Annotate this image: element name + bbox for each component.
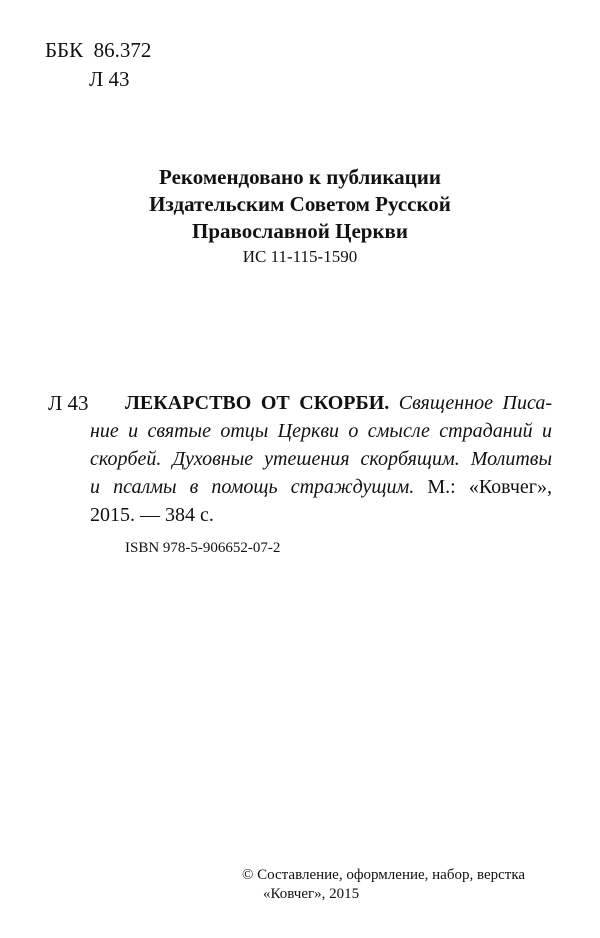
entry-line-1	[125, 389, 552, 417]
copyright-line-1: © Составление, оформление, набор, верстка	[242, 867, 526, 883]
isbn: ISBN 978-5-906652-07-2	[125, 540, 281, 556]
council-code: ИС 11-115-1590	[242, 247, 358, 266]
entry-subtitle-part-3: скорбей. Духовные утешения скорбящим. Молитвы	[90, 448, 552, 470]
entry-subtitle-part-2: ние и святые отцы Церкви о смысле страданий и	[90, 420, 552, 442]
entry-code: Л 43	[48, 391, 89, 415]
bbk-number: 86.372	[93, 38, 152, 62]
entry-subtitle-part-1: Священное Писа-	[398, 392, 552, 414]
entry-subtitle-part-4: и псалмы в помощь страждущим.	[90, 476, 415, 498]
recommendation-line-3: Православной Церкви	[192, 219, 408, 243]
recommendation-line-2: Издательским Советом Русской	[149, 192, 451, 216]
author-mark: Л 43	[89, 67, 130, 91]
entry-imprint-year-pages: 2015. — 384 с.	[90, 504, 214, 526]
entry-title: ЛЕКАРСТВО ОТ СКОРБИ.	[125, 392, 390, 414]
bbk-label: ББК	[45, 38, 84, 62]
bbk-code	[45, 37, 151, 63]
entry-line-4	[90, 473, 552, 501]
recommendation-line-1: Рекомендовано к публикации	[159, 165, 441, 189]
copyright-line-2: «Ковчег», 2015	[263, 886, 360, 902]
entry-imprint-publisher: М.: «Ковчег»,	[427, 476, 552, 498]
